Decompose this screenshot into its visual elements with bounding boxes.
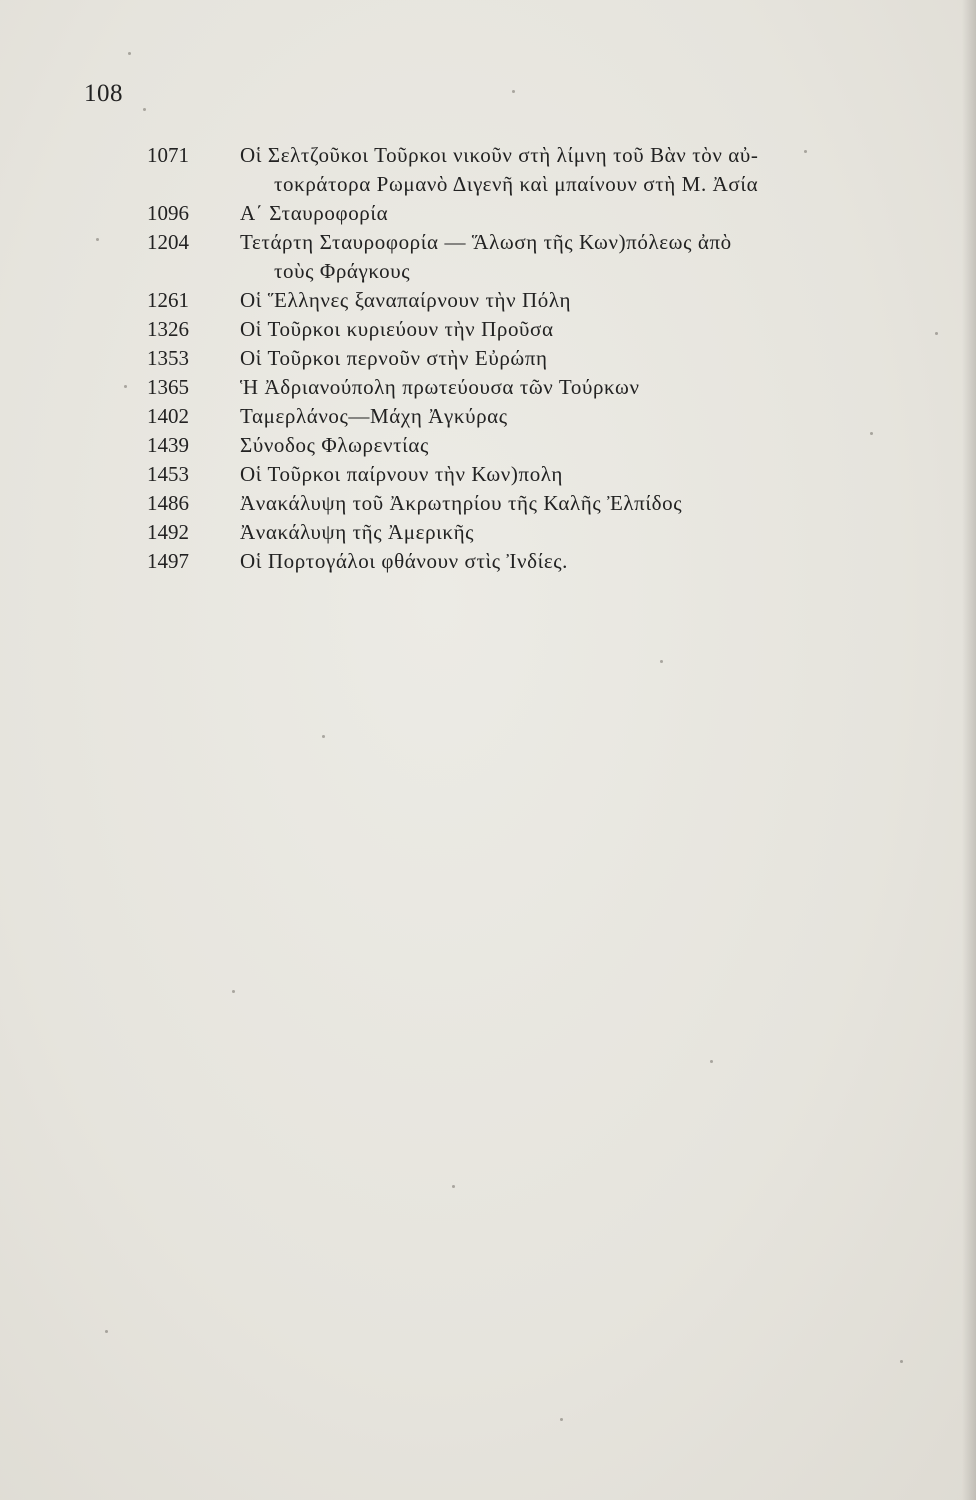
paper-speck (512, 90, 515, 93)
paper-speck (143, 108, 146, 111)
chronology-entry (0, 315, 976, 344)
paper-speck (232, 990, 235, 993)
entry-line: Α΄ Σταυροφορία (240, 201, 389, 225)
entry-text (240, 547, 890, 576)
entry-line-text: Οἱ Σελτζοῦκοι Τοῦρκοι νικοῦν στὴ λίμνη τοῦ Βὰν τὸν αὐ- (240, 143, 759, 167)
chronology-entry (0, 141, 976, 199)
paper-speck (452, 1185, 455, 1188)
entry-year: 1071 (147, 143, 189, 167)
paper-speck (660, 660, 663, 663)
chronology-entry (0, 460, 976, 489)
entry-text (240, 199, 890, 228)
entry-year: 1096 (147, 201, 189, 225)
entry-year: 1365 (147, 375, 189, 399)
entry-year: 1326 (147, 317, 189, 341)
entry-text (240, 286, 890, 315)
paper-speck (710, 1060, 713, 1063)
paper-speck (124, 385, 127, 388)
entry-text (240, 315, 890, 344)
entry-line (240, 141, 890, 170)
entry-text (240, 373, 890, 402)
chronology-entry (0, 199, 976, 228)
entry-line: Ἀνακάλυψη τοῦ Ἀκρωτηρίου τῆς Καλῆς Ἐλπίδος (240, 491, 683, 515)
entry-line: Οἱ Ἕλληνες ξαναπαίρνουν τὴν Πόλη (240, 288, 572, 312)
paper-speck (322, 735, 325, 738)
chronology-entry (0, 286, 976, 315)
page-number: 108 (84, 80, 123, 107)
paper-speck (128, 52, 131, 55)
chronology-entry (0, 489, 976, 518)
paper-speck (870, 432, 873, 435)
chronology-entry (0, 431, 976, 460)
paper-speck (96, 238, 99, 241)
entry-year: 1261 (147, 288, 189, 312)
chronology-entry (0, 228, 976, 286)
entry-year: 1204 (147, 230, 189, 254)
entry-line: Ἡ Ἀδριανούπολη πρωτεύουσα τῶν Τούρκων (240, 375, 640, 399)
paper-speck (105, 1330, 108, 1333)
entry-line-continued: τοὺς Φράγκους (274, 259, 411, 283)
entry-line: Οἱ Πορτογάλοι φθάνουν στὶς Ἰνδίες. (240, 549, 569, 573)
entry-line: Τετάρτη Σταυροφορία — Ἅλωση τῆς Κων)πόλεως ἀπὸ (240, 230, 732, 254)
chronology-entry (0, 402, 976, 431)
chronology-list (0, 141, 976, 576)
entry-year: 1497 (147, 549, 189, 573)
chronology-entry (0, 373, 976, 402)
entry-year: 1402 (147, 404, 189, 428)
entry-line-continued: τοκράτορα Ρωμανὸ Διγενῆ καὶ μπαίνουν στὴ Μ. Ἀσία (274, 172, 759, 196)
entry-text (240, 431, 890, 460)
paper-speck (560, 1418, 563, 1421)
entry-line: Ταμερλάνος—Μάχη Ἀγκύρας (240, 404, 508, 428)
entry-year: 1492 (147, 520, 189, 544)
entry-year: 1353 (147, 346, 189, 370)
paper-speck (900, 1360, 903, 1363)
entry-text (240, 141, 890, 199)
entry-line: Σύνοδος Φλωρεντίας (240, 433, 429, 457)
entry-text (240, 402, 890, 431)
paper-speck (804, 150, 807, 153)
chronology-entry (0, 344, 976, 373)
entry-line: Οἱ Τοῦρκοι περνοῦν στὴν Εὐρώπη (240, 346, 548, 370)
entry-year: 1486 (147, 491, 189, 515)
chronology-entry (0, 518, 976, 547)
entry-year: 1453 (147, 462, 189, 486)
entry-text (240, 518, 890, 547)
entry-line: Οἱ Τοῦρκοι παίρνουν τὴν Κων)πολη (240, 462, 563, 486)
paper-speck (935, 332, 938, 335)
entry-text (240, 228, 890, 286)
entry-text (240, 344, 890, 373)
entry-text (240, 460, 890, 489)
entry-line: Οἱ Τοῦρκοι κυριεύουν τὴν Προῦσα (240, 317, 554, 341)
chronology-entry (0, 547, 976, 576)
entry-line: Ἀνακάλυψη τῆς Ἀμερικῆς (240, 520, 475, 544)
entry-text (240, 489, 890, 518)
entry-year: 1439 (147, 433, 189, 457)
